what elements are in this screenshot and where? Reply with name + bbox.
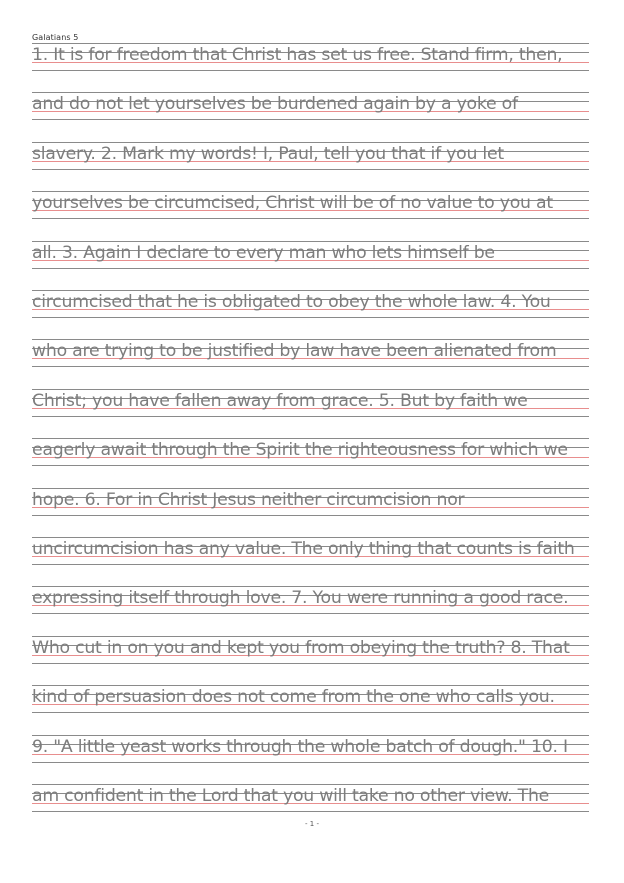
practice-line-text: and do not let yourselves be burdened again by a yoke of — [32, 94, 518, 114]
practice-row — [32, 241, 589, 277]
practice-line-text: 9. "A little yeast works through the whole batch of dough." 10. I — [32, 737, 568, 757]
practice-row — [32, 438, 589, 474]
practice-row — [32, 43, 589, 79]
practice-line-text: slavery. 2. Mark my words! I, Paul, tell you that if you let — [32, 144, 504, 164]
practice-line-text: am confident in the Lord that you will take no other view. The — [32, 786, 550, 806]
practice-line-text: Christ; you have fallen away from grace. 5. But by faith we — [32, 391, 528, 411]
practice-line-text: circumcised that he is obligated to obey the whole law. 4. You — [32, 292, 551, 312]
practice-line-text: kind of persuasion does not come from the one who calls you. — [32, 687, 555, 707]
page-number: - 1 - — [305, 820, 319, 828]
practice-row — [32, 784, 589, 820]
practice-line-text: all. 3. Again I declare to every man who lets himself be — [32, 243, 495, 263]
practice-line-text: 1. It is for freedom that Christ has set us free. Stand firm, then, — [32, 45, 563, 65]
practice-row — [32, 685, 589, 721]
practice-line-text: expressing itself through love. 7. You were running a good race. — [32, 588, 569, 608]
practice-row — [32, 339, 589, 375]
practice-row — [32, 636, 589, 672]
practice-line-text: eagerly await through the Spirit the righteousness for which we — [32, 440, 568, 460]
practice-line-text: hope. 6. For in Christ Jesus neither circumcision nor — [32, 490, 465, 510]
practice-row — [32, 537, 589, 573]
practice-line-text: Who cut in on you and kept you from obeying the truth? 8. That — [32, 638, 570, 658]
practice-line-text: who are trying to be justified by law have been alienated from — [32, 341, 557, 361]
practice-row — [32, 389, 589, 425]
practice-row — [32, 488, 589, 524]
practice-row — [32, 92, 589, 128]
page-title: Galatians 5 — [32, 33, 79, 42]
practice-line-text: yourselves be circumcised, Christ will be of no value to you at — [32, 193, 553, 213]
practice-row — [32, 191, 589, 227]
practice-row — [32, 735, 589, 771]
practice-row — [32, 290, 589, 326]
practice-line-text: uncircumcision has any value. The only thing that counts is faith — [32, 539, 575, 559]
practice-row — [32, 142, 589, 178]
practice-row — [32, 586, 589, 622]
